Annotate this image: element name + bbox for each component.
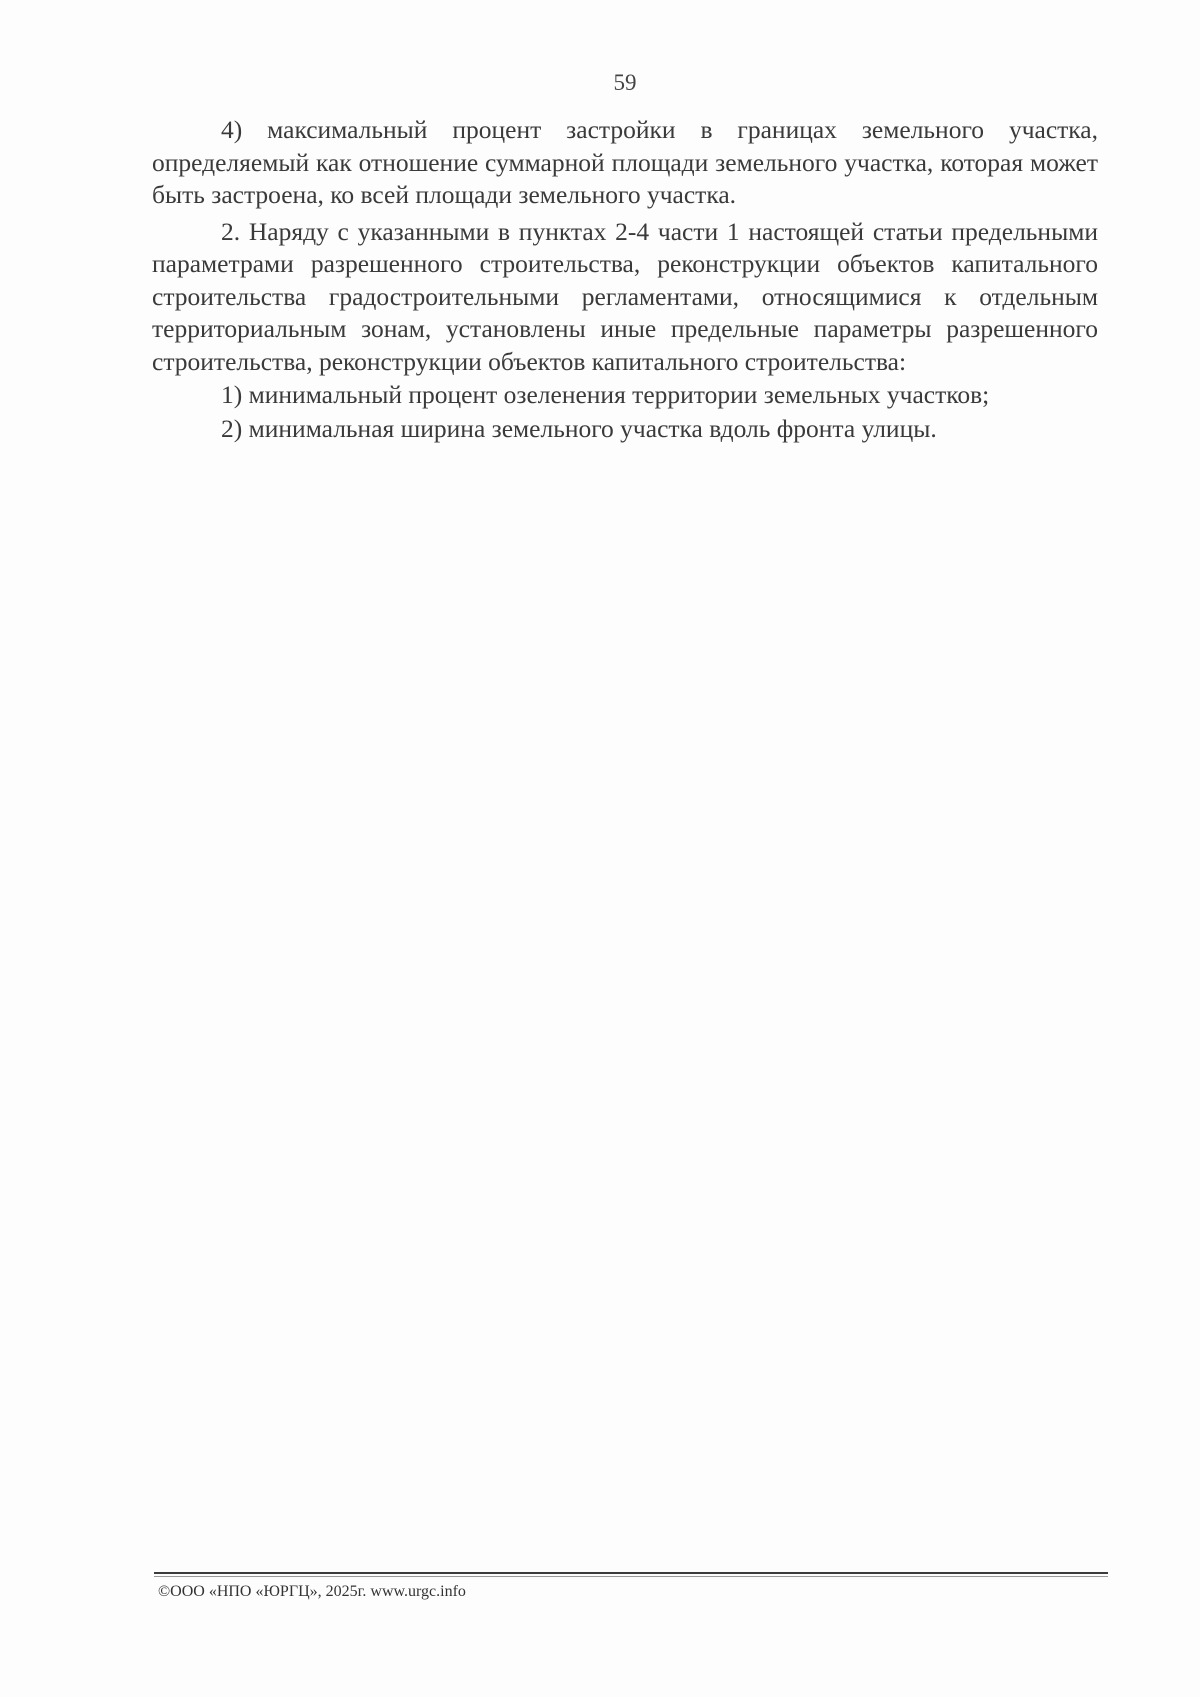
paragraph-additional-parameters: 2. Наряду с указанными в пунктах 2-4 части 1 настоящей статьи предельными параметрами разрешенного строительства, реконструкции объектов капитального строительства градостроительными регламентами, относящимися к отдельным территориальным зонам, установлены иные предельные параметры разрешенного строительства, реконструкции объектов капитального строительства: (152, 216, 1098, 376)
body-text (152, 114, 1098, 446)
footer-copyright: ©ООО «НПО «ЮРГЦ», 2025г. www.urgc.info (158, 1583, 466, 1600)
footer-divider (154, 1572, 1108, 1574)
page-number: 59 (613, 70, 637, 95)
list-item-min-greening: 1) минимальный процент озеленения территории земельных участков; (221, 380, 990, 409)
footer-divider-thin (154, 1576, 1108, 1577)
list-item-min-width: 2) минимальная ширина земельного участка вдоль фронта улицы. (221, 413, 937, 443)
paragraph-max-building-percent: 4) максимальный процент застройки в границах земельного участка, определяемый как отношение суммарной площади земельного участка, которая может быть застроена, ко всей площади земельного участка. (152, 115, 1098, 209)
